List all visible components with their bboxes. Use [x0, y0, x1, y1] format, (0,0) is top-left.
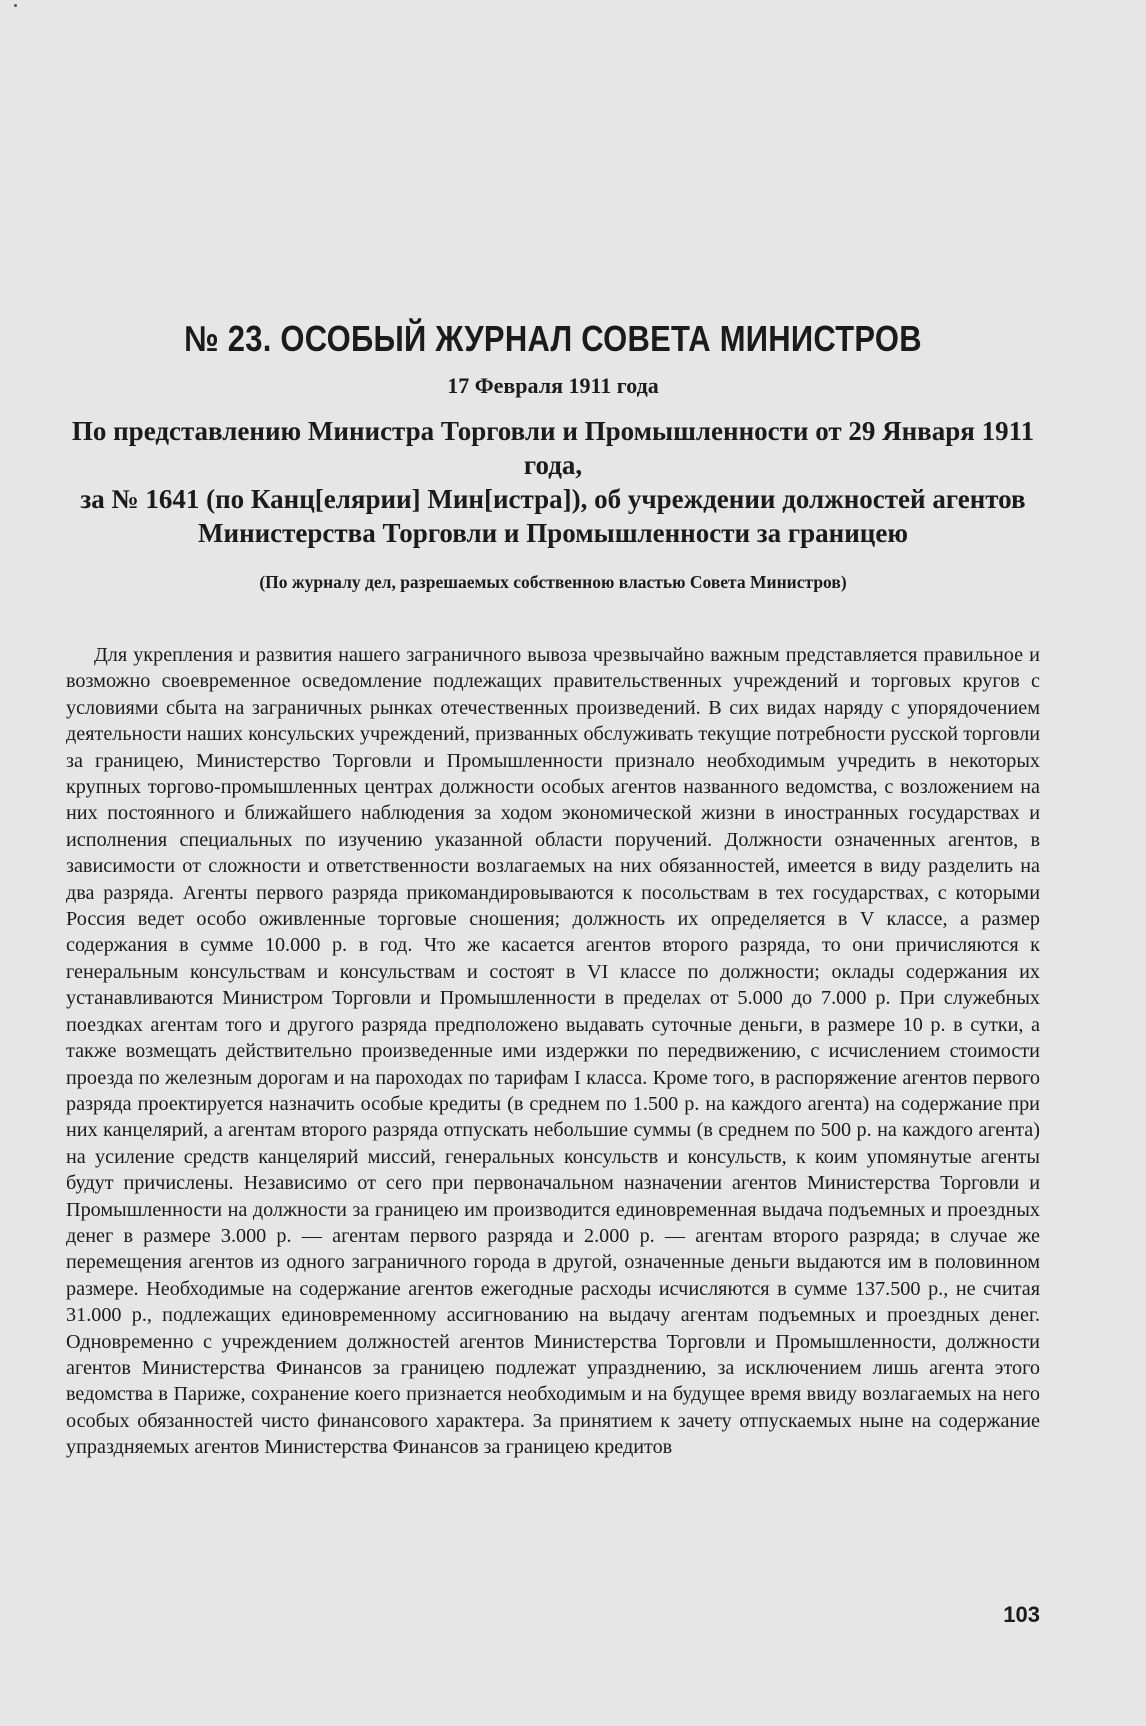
- document-note: (По журналу дел, разрешаемых собственною властью Совета Министров): [259, 572, 847, 592]
- document-date: 17 Февраля 1911 года: [447, 373, 659, 398]
- page-content: [66, 318, 1040, 1481]
- scan-speck: [14, 4, 17, 7]
- document-title: № 23. ОСОБЫЙ ЖУРНАЛ СОВЕТА МИНИСТРОВ: [184, 318, 922, 359]
- page-number: 103: [1003, 1602, 1040, 1627]
- document-subject: По представлению Министра Торговли и Промышленности от 29 Января 1911 года, за № 1641 (по Канц[елярии] Мин[истра]), об учреждении должностей агентов Министерства Торговли и Промышленности за границею: [71, 416, 1035, 548]
- body-paragraph: Для укрепления и развития нашего заграничного вывоза чрезвычайно важным представляется правильное и возможно своевременное осведомление подлежащих правительственных учреждений и торговых кругов с условиями сбыта на заграничных рынках отечественных произведений. В сих видах наряду с упорядочением деятельности наших консульских учреждений, призванных обслуживать текущие потребности русской торговли за границею, Министерство Торговли и Промышленности признало необходимым учредить в некоторых крупных торгово-промышленных центрах должности особых агентов названного ведомства, с возложением на них постоянного и ближайшего наблюдения за ходом экономической жизни в иностранных государствах и исполнения специальных по изучению указанной области поручений. Должности означенных агентов, в зависимости от сложности и ответственности возлагаемых на них обязанностей, имеется в виду разделить на два разряда. Агенты первого разряда прикомандировываются к посольствам в тех государствах, с которыми Россия ведет особо оживленные торговые сношения; должность их определяется в V классе, а размер содержания в сумме 10.000 р. в год. Что же касается агентов второго разряда, то они причисляются к генеральным консульствам и консульствам и состоят в VI классе по должности; оклады содержания их устанавливаются Министром Торговли и Промышленности в пределах от 5.000 до 7.000 р. При служебных поездках агентам того и другого разряда предположено выдавать суточные деньги, в размере 10 р. в сутки, а также возмещать действительно произведенные ими издержки по передвижению, с исчислением стоимости проезда по железным дорогам и на пароходах по тарифам I класса. Кроме того, в распоряжение агентов первого разряда проектируется назначить особые кредиты (в среднем по 1.500 р. на каждого агента) на содержание при них канцелярий, а агентам второго разряда отпускать небольшие суммы (в среднем по 500 р. на каждого агента) на усиление средств канцелярий миссий, генеральных консульств и консульств, к коим упомянутые агенты будут причислены. Независимо от сего при первоначальном назначении агентов Министерства Торговли и Промышленности на должности за границею им производится единовременная выдача подъемных и проездных денег в размере 3.000 р. — агентам первого разряда и 2.000 р. — агентам второго разряда; в случае же перемещения агентов из одного заграничного города в другой, означенные деньги выдаются им в половинном размере. Необходимые на содержание агентов ежегодные расходы исчисляются в сумме 137.500 р., не считая 31.000 р., подлежащих единовременному ассигнованию на выдачу агентам подъемных и проездных денег. Одновременно с учреждением должностей агентов Министерства Торговли и Промышленности, должности агентов Министерства Финансов за границею подлежат упразднению, за исключением лишь агента этого ведомства в Париже, сохранение коего признается необходимым и на будущее время ввиду возлагаемых на него особых обязанностей чисто финансового характера. За принятием к зачету отпускаемых ныне на содержание упраздняемых агентов Министерства Финансов за границею кредитов: [66, 644, 1040, 1459]
